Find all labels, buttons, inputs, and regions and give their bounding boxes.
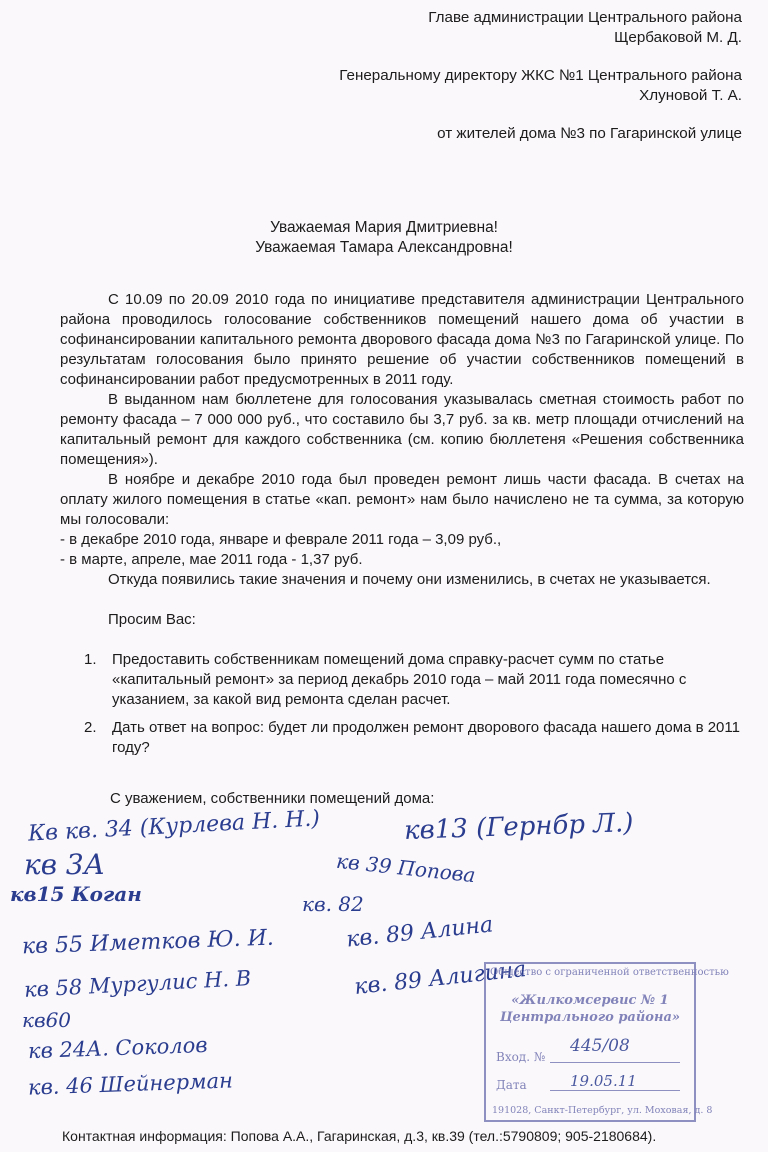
stamp-name-line-2: Центрального района» (500, 1010, 680, 1025)
request-item-1 (84, 650, 744, 710)
greeting-2: Уважаемая Тамара Александровна! (255, 239, 513, 256)
paragraph-3: В ноябре и декабре 2010 года был проведен ремонт лишь части фасада. В счетах на оплату жилого помещения в статье «кап. ремонт» нам было начислено не та сумма, за которую мы голосовали: (60, 471, 744, 528)
request-item-2 (84, 718, 744, 758)
signature-11: кв60 (22, 1008, 72, 1032)
request-number: 2. (84, 719, 97, 736)
request-label: Просим Вас: (108, 611, 196, 628)
signature-3: кв 3А (24, 848, 105, 881)
stamp-org-type: Общество с ограниченной ответственностью (490, 967, 729, 978)
contact-footer: Контактная информация: Попова А.А., Гагаринская, д.3, кв.39 (тел.:5790809; 905-2180684). (62, 1128, 657, 1144)
signature-2: кв13 (Гернбр Л.) (403, 808, 634, 846)
request-text: Предоставить собственникам помещений дома справку-расчет сумм по статье «капитальный ремонт» за период декабрь 2010 года – май 2011 года помесячно с указанием, за какой вид ремонта сделан расчет. (112, 651, 687, 708)
request-text: Дать ответ на вопрос: будет ли продолжен ремонт дворового фасада нашего дома в 2011 году? (112, 719, 740, 756)
recipient-block-2 (339, 66, 742, 106)
registration-stamp (484, 962, 729, 1122)
stamp-incoming-value: 445/08 (570, 1036, 630, 1056)
stamp-address: 191028, Санкт-Петербург, ул. Моховая, д. 8 (492, 1105, 713, 1116)
recipient-line-3: Генеральному директору ЖКС №1 Центрального района (339, 67, 742, 84)
stamp-incoming-line (550, 1062, 680, 1063)
stamp-date-value: 19.05.11 (570, 1072, 637, 1090)
greeting-1: Уважаемая Мария Дмитриевна! (270, 219, 498, 236)
signature-10: кв. 89 Алигина (353, 957, 528, 1000)
stamp-date-line (550, 1090, 680, 1091)
letter-body (60, 290, 744, 590)
signature-5: кв15 Коган (10, 882, 142, 906)
signature-8: кв. 89 Алина (345, 912, 495, 953)
signature-1: Кв кв. 34 (Курлева Н. Н.) (27, 806, 321, 847)
signature-4: кв 39 Попова (335, 848, 477, 888)
stamp-date-label: Дата (496, 1078, 527, 1092)
sender-line: от жителей дома №3 по Гагаринской улице (437, 125, 742, 142)
signature-9: кв 58 Мургулис Н. В (23, 966, 252, 1002)
paragraph-2: В выданном нам бюллетене для голосования указывалась сметная стоимость работ по ремонту фасада – 7 000 000 руб., что составило бы 3,7 руб. за кв. метр площади отчислений на капитальный ремонт для каждого собственника (см. копию бюллетеня «Решения собственника помещения»). (60, 391, 744, 468)
stamp-name-line-1: «Жилкомсервис № 1 (511, 993, 669, 1008)
paragraph-4: Откуда появились такие значения и почему они изменились, в счетах не указывается. (108, 571, 711, 588)
request-number: 1. (84, 651, 97, 668)
dash-item-2: - в марте, апреле, мае 2011 года - 1,37 руб. (60, 551, 363, 568)
signature-7: кв 55 Иметков Ю. И. (21, 925, 275, 960)
signature-12: кв 24А. Соколов (27, 1032, 208, 1064)
recipient-block (428, 8, 742, 48)
signature-6: кв. 82 (302, 892, 364, 916)
stamp-incoming-label: Вход. № (496, 1050, 546, 1064)
signature-13: кв. 46 Шейнерман (27, 1068, 234, 1100)
stamp-org-name (486, 992, 694, 1026)
closing-line: С уважением, собственники помещений дома: (110, 790, 435, 807)
dash-item-1: - в декабре 2010 года, январе и феврале 2011 года – 3,09 руб., (60, 531, 502, 548)
recipient-line-1: Главе администрации Центрального района (428, 9, 742, 26)
recipient-line-2: Щербаковой М. Д. (614, 29, 742, 46)
recipient-line-4: Хлуновой Т. А. (639, 87, 742, 104)
paragraph-1: С 10.09 по 20.09 2010 года по инициативе представителя администрации Центрального района проводилось голосование собственников помещений нашего дома об участии в софинансировании капитального ремонта дворового фасада дома №3 по Гагаринской улице. По результатам голосования было принято решение об участии собственников помещений в софинансировании работ предусмотренных в 2011 году. (60, 291, 744, 388)
request-heading (60, 610, 744, 630)
